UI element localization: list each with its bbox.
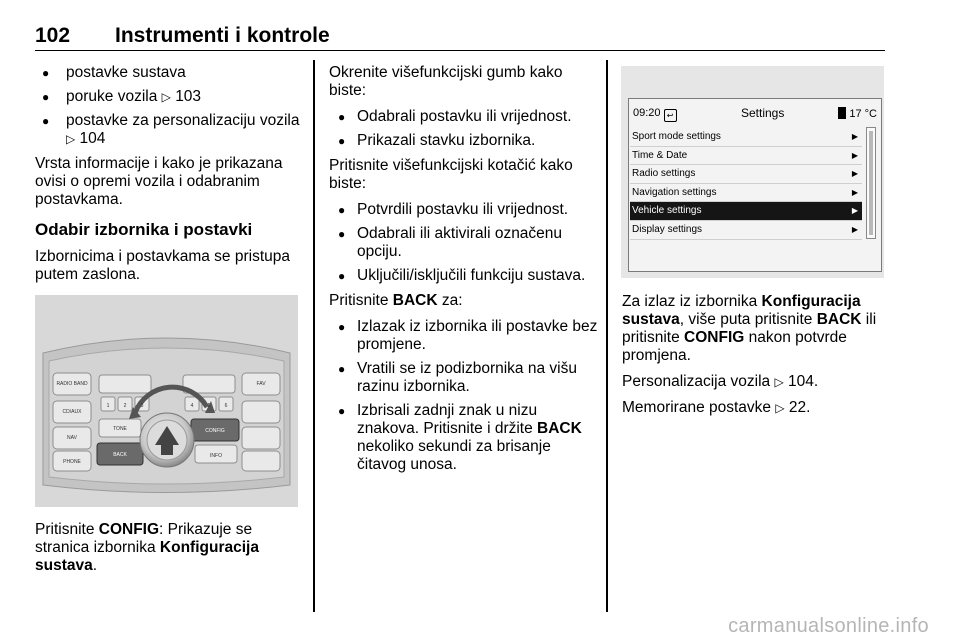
page-number: 102: [35, 24, 71, 47]
column-2: [329, 64, 599, 481]
svg-text:CONFIG: CONFIG: [205, 428, 225, 434]
screen-title: Settings: [741, 106, 785, 120]
screen-header: [630, 104, 880, 126]
section-heading: Odabir izbornika i postavki: [35, 220, 253, 239]
list-item: ● Izlazak iz izbornika ili postavke bez promjene.: [329, 318, 599, 354]
screen-clock: 09:20 ↩: [633, 107, 677, 122]
knob-list: [329, 108, 599, 150]
chevron-right-icon: ▶: [851, 224, 858, 234]
svg-text:6: 6: [224, 403, 228, 409]
list-item: ● Potvrdili postavku ili vrijednost.: [329, 201, 599, 219]
svg-text:INFO: INFO: [210, 453, 222, 459]
list-item: ● Uključili/isključili funkciju sustava.: [329, 267, 599, 285]
settings-list: [35, 64, 303, 148]
svg-text:RADIO BAND: RADIO BAND: [56, 381, 88, 387]
chevron-right-icon: ▶: [851, 187, 858, 197]
chevron-right-icon: ▶: [851, 169, 858, 179]
list-item: ● Odabrali postavku ili vrijednost.: [329, 108, 599, 126]
scrollbar-thumb[interactable]: [869, 131, 873, 235]
control-panel-photo: [35, 295, 298, 507]
page-ref-icon: ▷: [774, 375, 784, 389]
paragraph: Za izlaz iz izbornika Konfiguracija sustava, više puta pritisnite BACK ili pritisnite CONFIG nakon potvrde promjena.: [622, 293, 877, 364]
paragraph: Okrenite višefunkcijski gumb kako biste:: [329, 64, 563, 99]
svg-text:5: 5: [207, 403, 211, 409]
chevron-right-icon: ▶: [851, 150, 858, 160]
list-item: ● Odabrali ili aktivirali označenu opciju.: [329, 225, 599, 261]
list-item: ● postavke za personalizaciju vozila ▷ 104: [35, 112, 303, 148]
menu-item-radio[interactable]: Radio settings ▶: [630, 165, 862, 184]
thermometer-icon: [838, 107, 846, 119]
paragraph: Izbornicima i postavkama se pristupa putem zaslona.: [35, 248, 291, 283]
svg-text:2: 2: [123, 403, 127, 409]
svg-text:NAV: NAV: [67, 435, 77, 441]
page-ref[interactable]: 104: [788, 373, 814, 390]
menu-item-display[interactable]: Display settings ▶: [630, 221, 862, 240]
svg-text:PHONE: PHONE: [63, 459, 81, 465]
list-item: ● Izbrisali zadnji znak u nizu znakova. Pritisnite i držite BACK nekoliko sekundi za brisanje čitavog unosa.: [329, 402, 599, 474]
chevron-right-icon: ▶: [851, 132, 858, 141]
menu-item-navigation[interactable]: Navigation settings ▶: [630, 184, 862, 203]
menu-scrollbar[interactable]: [866, 127, 876, 239]
page-header: [35, 18, 885, 51]
menu-item-time-date[interactable]: Time & Date ▶: [630, 147, 862, 166]
chevron-right-icon: ▶: [851, 206, 858, 216]
paragraph: Personalizacija vozila ▷ 104.: [622, 373, 819, 390]
page-title: Instrumenti i kontrole: [115, 24, 330, 47]
page-ref[interactable]: 103: [175, 88, 202, 105]
settings-screen-illustration: [621, 66, 884, 278]
photo-caption: Pritisnite CONFIG: Prikazuje se stranica izbornika Konfiguracija sustava.: [35, 521, 259, 574]
menu-item-sport-mode[interactable]: Sport mode settings ▶: [630, 128, 862, 147]
page-ref[interactable]: 22: [788, 399, 807, 416]
list-item: ● postavke sustava: [35, 64, 303, 82]
settings-menu: [630, 128, 862, 240]
svg-text:4: 4: [190, 403, 194, 409]
list-item: ● poruke vozila ▷ 103: [35, 88, 303, 106]
paragraph: Pritisnite BACK za:: [329, 292, 463, 309]
svg-text:CD/AUX: CD/AUX: [62, 409, 82, 415]
column-divider-2: [606, 60, 608, 612]
watermark: carmanualsonline.info: [728, 615, 929, 637]
column-divider-1: [313, 60, 315, 612]
svg-text:FAV: FAV: [256, 381, 266, 387]
back-arrow-icon: ↩: [664, 109, 677, 122]
menu-item-vehicle[interactable]: Vehicle settings ▶: [630, 202, 862, 221]
paragraph: Pritisnite višefunkcijski kotačić kako biste:: [329, 157, 573, 192]
column-1: [35, 64, 303, 292]
paragraph: Vrsta informacije i kako je prikazana ovisi o opremi vozila i odabranim postavkama.: [35, 155, 283, 208]
svg-text:3: 3: [140, 403, 144, 409]
list-item: ● Vratili se iz podizbornika na višu razinu izbornika.: [329, 360, 599, 396]
svg-text:1: 1: [106, 403, 110, 409]
wheel-list: [329, 201, 599, 285]
page-ref-icon: ▷: [161, 90, 171, 104]
paragraph: Memorirane postavke ▷ 22.: [622, 399, 811, 416]
page-ref-icon: ▷: [66, 132, 76, 146]
svg-text:BACK: BACK: [113, 452, 127, 458]
screen-temperature: 17 °C: [838, 107, 877, 120]
page-ref[interactable]: 104: [79, 130, 106, 147]
back-list: [329, 318, 599, 474]
column-3: [622, 293, 884, 425]
page-ref-icon: ▷: [775, 401, 785, 415]
svg-text:TONE: TONE: [113, 426, 127, 432]
control-panel-illustration: [35, 295, 298, 507]
list-item: ● Prikazali stavku izbornika.: [329, 132, 599, 150]
